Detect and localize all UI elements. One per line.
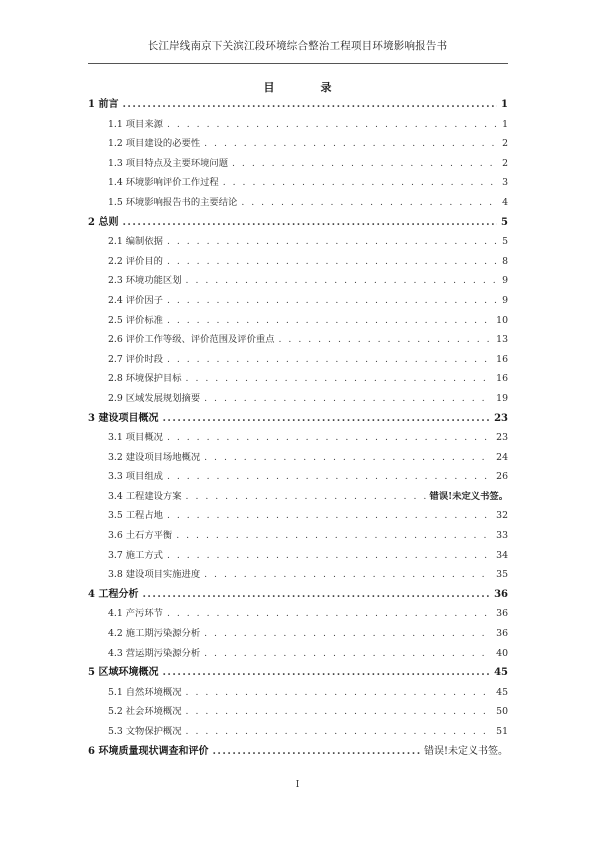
dot-leader xyxy=(176,526,492,546)
toc-entry-label: 2.7 评价时段 xyxy=(108,353,163,365)
toc-entry-label: 2.2 评价目的 xyxy=(108,255,163,267)
toc-entry-label: 2.6 评价工作等级、评价范围及评价重点 xyxy=(108,334,275,346)
toc-page-number: 23 xyxy=(496,432,508,444)
dot-leader xyxy=(167,350,492,370)
dot-leader xyxy=(122,95,497,115)
toc-section-entry[interactable] xyxy=(88,644,508,664)
toc-section-entry[interactable] xyxy=(88,624,508,644)
toc-page-number: 2 xyxy=(502,157,508,169)
toc-entry-label: 2.5 评价标准 xyxy=(108,314,163,326)
toc-section-entry[interactable] xyxy=(88,683,508,703)
toc-entry-label: 3.2 建设项目场地概况 xyxy=(108,451,201,463)
toc-error-reference: 错误!未定义书签。 xyxy=(429,490,508,502)
toc-section-entry[interactable] xyxy=(88,546,508,566)
running-header: 长江岸线南京下关滨江段环境综合整治工程项目环境影响报告书 xyxy=(147,40,448,52)
toc-entry-label: 1 前言 xyxy=(88,99,119,110)
dot-leader xyxy=(162,663,490,683)
toc-section-entry[interactable] xyxy=(88,154,508,174)
dot-leader xyxy=(167,291,498,311)
toc-page-number: 34 xyxy=(496,549,508,561)
toc-section-entry[interactable] xyxy=(88,193,508,213)
dot-leader xyxy=(204,134,498,154)
toc-entry-label: 2.9 区域发展规划摘要 xyxy=(108,392,201,404)
toc-entry-label: 2.3 环境功能区划 xyxy=(108,275,182,287)
toc-entry-label: 4 工程分析 xyxy=(88,588,139,600)
toc-page-number: 16 xyxy=(496,353,508,365)
toc-page-number: 10 xyxy=(496,314,508,326)
toc-page-number: 5 xyxy=(502,236,508,248)
dot-leader xyxy=(186,271,499,291)
toc-error-reference: 错误!未定义书签。 xyxy=(423,745,508,757)
toc-section-entry[interactable] xyxy=(88,134,508,154)
toc-page-number: 32 xyxy=(496,510,508,522)
toc-page-number: 51 xyxy=(496,726,508,737)
dot-leader xyxy=(204,624,492,644)
dot-leader xyxy=(167,252,498,272)
dot-leader xyxy=(241,193,498,213)
toc-section-entry[interactable] xyxy=(88,467,508,487)
toc-page-number: 16 xyxy=(496,373,508,385)
toc-section-entry[interactable] xyxy=(88,350,508,370)
toc-chapter-entry[interactable] xyxy=(88,742,508,762)
toc-entry-label: 2 总则 xyxy=(88,216,119,228)
dot-leader xyxy=(186,722,493,742)
toc-entry-label: 1.4 环境影响评价工作过程 xyxy=(108,177,219,189)
toc-entry-label: 5.3 文物保护概况 xyxy=(108,726,182,737)
toc-page-number: 33 xyxy=(496,530,508,542)
toc-page-number: 23 xyxy=(494,412,508,424)
toc-title-char-1: 目 xyxy=(263,81,275,94)
dot-leader xyxy=(212,742,420,762)
toc-section-entry[interactable] xyxy=(88,604,508,624)
toc-entry-label: 1.2 项目建设的必要性 xyxy=(108,138,201,150)
toc-page-number: 26 xyxy=(496,471,508,483)
dot-leader xyxy=(167,506,492,526)
toc-page-number: 1 xyxy=(502,118,508,130)
dot-leader xyxy=(186,683,493,703)
toc-chapter-entry[interactable] xyxy=(88,213,508,233)
toc-section-entry[interactable] xyxy=(88,487,508,507)
dot-leader xyxy=(167,232,498,252)
dot-leader xyxy=(232,154,498,174)
toc-entry-label: 5.2 社会环境概况 xyxy=(108,706,182,718)
toc-section-entry[interactable] xyxy=(88,311,508,331)
toc-page-number: 36 xyxy=(496,608,508,620)
toc-page-number: 40 xyxy=(496,647,508,659)
toc-entry-label: 3.6 土石方平衡 xyxy=(108,530,173,542)
toc-entry-label: 4.1 产污环节 xyxy=(108,608,163,620)
toc-entry-label: 3.3 项目组成 xyxy=(108,471,163,483)
dot-leader xyxy=(167,428,492,448)
toc-entry-label: 3.1 项目概况 xyxy=(108,432,163,444)
dot-leader xyxy=(162,409,490,429)
toc-entry-label: 5.1 自然环境概况 xyxy=(108,686,182,698)
toc-page-number: 2 xyxy=(502,138,508,150)
toc-entry-label: 1.5 环境影响报告书的主要结论 xyxy=(108,196,238,208)
toc-entry-label: 4.2 施工期污染源分析 xyxy=(108,628,201,640)
toc-page-number: 1 xyxy=(501,99,508,110)
page-number: I xyxy=(295,780,300,790)
dot-leader xyxy=(186,369,493,389)
dot-leader xyxy=(167,467,492,487)
dot-leader xyxy=(186,487,426,507)
dot-leader xyxy=(167,311,492,331)
toc-section-entry[interactable] xyxy=(88,526,508,546)
toc-page-number: 50 xyxy=(496,706,508,718)
toc-section-entry[interactable] xyxy=(88,428,508,448)
toc-section-entry[interactable] xyxy=(88,232,508,252)
toc-chapter-entry[interactable] xyxy=(88,663,508,683)
toc-section-entry[interactable] xyxy=(88,369,508,389)
toc-entry-label: 3.8 建设项目实施进度 xyxy=(108,569,201,581)
toc-page-number: 3 xyxy=(502,177,508,189)
toc-entry-label: 5 区域环境概况 xyxy=(88,667,159,679)
toc-entry-label: 3.7 施工方式 xyxy=(108,549,163,561)
toc-entry-label: 4.3 营运期污染源分析 xyxy=(108,647,201,659)
toc-title xyxy=(0,79,595,95)
toc-section-entry[interactable] xyxy=(88,448,508,468)
toc-section-entry[interactable] xyxy=(88,702,508,722)
toc-page-number: 13 xyxy=(496,334,508,346)
toc-section-entry[interactable] xyxy=(88,291,508,311)
dot-leader xyxy=(186,702,493,722)
toc-chapter-entry[interactable] xyxy=(88,409,508,429)
toc-section-entry[interactable] xyxy=(88,115,508,135)
dot-leader xyxy=(142,585,490,605)
toc-entry-label: 1.1 项目来源 xyxy=(108,118,163,130)
toc-page-number: 8 xyxy=(502,255,508,267)
toc-title-char-2: 录 xyxy=(320,81,332,94)
toc-section-entry[interactable] xyxy=(88,506,508,526)
dot-leader xyxy=(167,604,492,624)
dot-leader xyxy=(204,565,492,585)
toc-page-number: 19 xyxy=(496,392,508,404)
header-divider xyxy=(88,63,508,64)
toc-entry-label: 3 建设项目概况 xyxy=(88,412,159,424)
toc-page-number: 4 xyxy=(502,196,508,208)
toc-section-entry[interactable] xyxy=(88,722,508,742)
toc-page-number: 45 xyxy=(496,686,508,698)
toc-section-entry[interactable] xyxy=(88,271,508,291)
toc-entry-label: 2.1 编制依据 xyxy=(108,236,163,248)
toc-page-number: 36 xyxy=(494,588,508,600)
toc-entry-label: 1.3 项目特点及主要环境问题 xyxy=(108,157,229,169)
table-of-contents xyxy=(88,95,508,761)
dot-leader xyxy=(167,546,492,566)
toc-page-number: 9 xyxy=(502,275,508,287)
toc-section-entry[interactable] xyxy=(88,389,508,409)
dot-leader xyxy=(204,389,492,409)
toc-entry-label: 3.4 工程建设方案 xyxy=(108,490,182,502)
toc-section-entry[interactable] xyxy=(88,173,508,193)
toc-page-number: 5 xyxy=(501,216,508,228)
dot-leader xyxy=(279,330,493,350)
dot-leader xyxy=(204,448,492,468)
toc-section-entry[interactable] xyxy=(88,565,508,585)
dot-leader xyxy=(167,115,498,135)
toc-entry-label: 2.8 环境保护目标 xyxy=(108,373,182,385)
toc-section-entry[interactable] xyxy=(88,252,508,272)
toc-entry-label: 6 环境质量现状调查和评价 xyxy=(88,745,209,757)
dot-leader xyxy=(122,213,497,233)
toc-page-number: 36 xyxy=(496,628,508,640)
toc-chapter-entry[interactable] xyxy=(88,585,508,605)
toc-section-entry[interactable] xyxy=(88,330,508,350)
toc-entry-label: 3.5 工程占地 xyxy=(108,510,163,522)
toc-page-number: 24 xyxy=(496,451,508,463)
toc-chapter-entry[interactable] xyxy=(88,95,508,115)
toc-entry-label: 2.4 评价因子 xyxy=(108,294,163,306)
toc-page-number: 45 xyxy=(494,667,508,679)
toc-page-number: 35 xyxy=(496,569,508,581)
toc-page-number: 9 xyxy=(502,294,508,306)
dot-leader xyxy=(204,644,492,664)
dot-leader xyxy=(223,173,498,193)
